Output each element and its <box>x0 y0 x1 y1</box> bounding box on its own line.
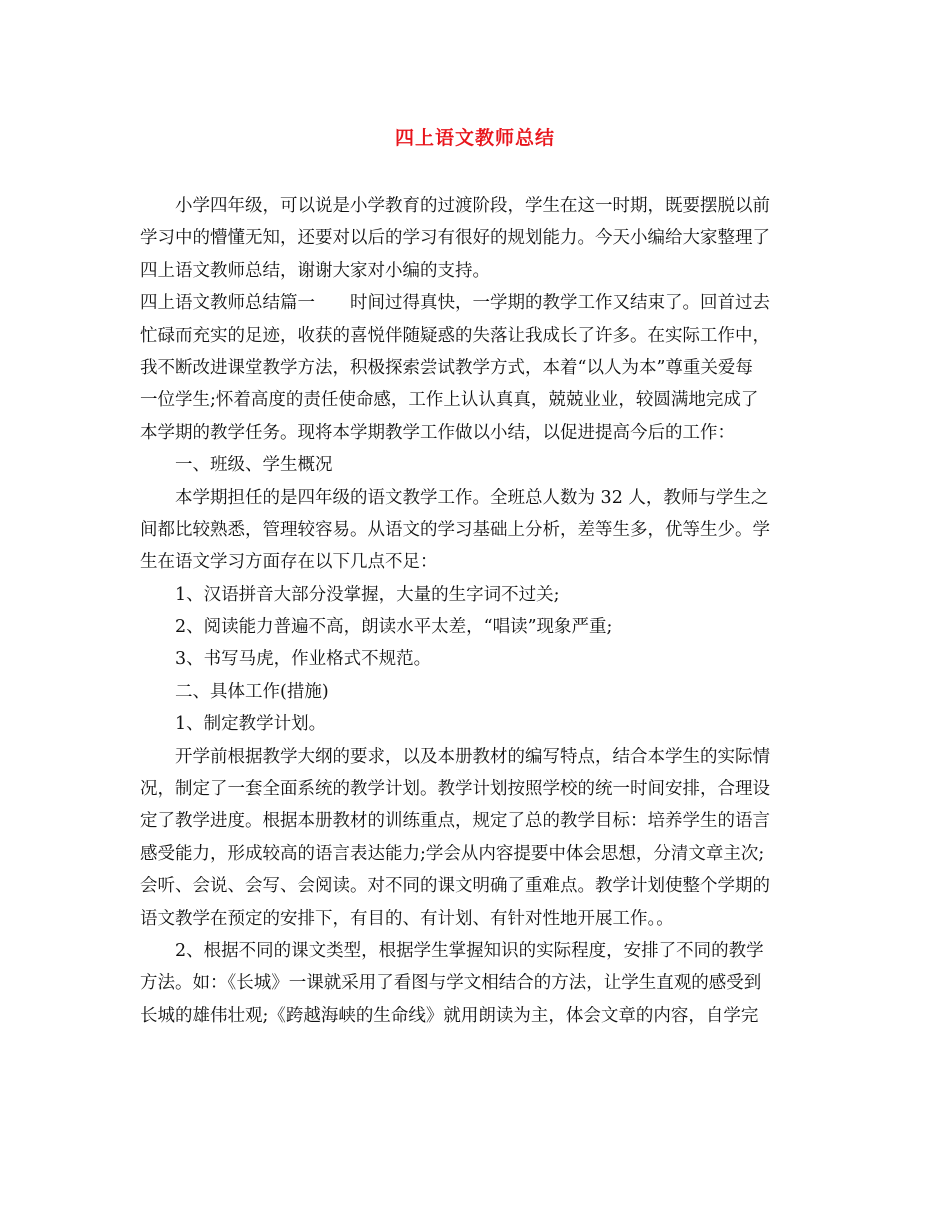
text-line: 四上语文教师总结篇一 时间过得真快，一学期的教学工作又结束了。回首过去 <box>140 293 770 314</box>
text-line: 四上语文教师总结，谢谢大家对小编的支持。 <box>140 260 490 281</box>
document-title: 四上语文教师总结 <box>394 127 555 149</box>
text-line: 3、书写马虎，作业格式不规范。 <box>140 649 432 670</box>
text-line: 1、汉语拼音大部分没掌握，大量的生字词不过关; <box>140 584 560 605</box>
text-line: 长城的雄伟壮观;《跨越海峡的生命线》就用朗读为主，体会文章的内容，自学完 <box>140 1005 759 1026</box>
text-line: 二、具体工作(措施) <box>140 681 329 702</box>
text-line: 本学期的教学任务。现将本学期教学工作做以小结，以促进提高今后的工作： <box>140 422 735 443</box>
text-line: 2、阅读能力普遍不高，朗读水平太差，“唱读”现象严重; <box>140 617 613 638</box>
text-line: 学习中的懵懂无知，还要对以后的学习有很好的规划能力。今天小编给大家整理了 <box>140 228 770 249</box>
text-line: 忙碌而充实的足迹，收获的喜悦伴随疑惑的失落让我成长了许多。在实际工作中， <box>140 325 770 346</box>
text-line: 感受能力，形成较高的语言表达能力;学会从内容提要中体会思想，分清文章主次; <box>140 843 765 864</box>
text-line: 会听、会说、会写、会阅读。对不同的课文明确了重难点。教学计划使整个学期的 <box>140 876 770 897</box>
text-line: 间都比较熟悉，管理较容易。从语文的学习基础上分析，差等生多，优等生少。学 <box>140 519 770 540</box>
text-line: 一位学生;怀着高度的责任使命感，工作上认认真真，兢兢业业，较圆满地完成了 <box>140 390 759 411</box>
document-body <box>140 190 812 1032</box>
text-line: 定了教学进度。根据本册教材的训练重点，规定了总的教学目标：培养学生的语言 <box>140 811 770 832</box>
text-line: 本学期担任的是四年级的语文教学工作。全班总人数为 32 人，教师与学生之 <box>140 487 769 508</box>
text-line: 生在语文学习方面存在以下几点不足： <box>140 552 438 573</box>
text-line: 2、根据不同的课文类型，根据学生掌握知识的实际程度，安排了不同的教学 <box>140 940 764 961</box>
text-line: 方法。如：《长城》一课就采用了看图与学文相结合的方法，让学生直观的感受到 <box>140 973 762 994</box>
text-line: 况，制定了一套全面系统的教学计划。教学计划按照学校的统一时间安排，合理设 <box>140 779 770 800</box>
text-line: 一、班级、学生概况 <box>140 455 333 476</box>
text-line: 我不断改进课堂教学方法，积极探索尝试教学方式，本着“以人为本”尊重关爱每 <box>140 357 753 378</box>
text-line: 1、制定教学计划。 <box>140 714 327 735</box>
text-line: 语文教学在预定的安排下，有目的、有计划、有针对性地开展工作。。 <box>140 908 674 929</box>
text-line: 开学前根据教学大纲的要求，以及本册教材的编写特点，结合本学生的实际情 <box>140 746 770 767</box>
text-line: 小学四年级，可以说是小学教育的过渡阶段，学生在这一时期，既要摆脱以前 <box>140 196 770 216</box>
